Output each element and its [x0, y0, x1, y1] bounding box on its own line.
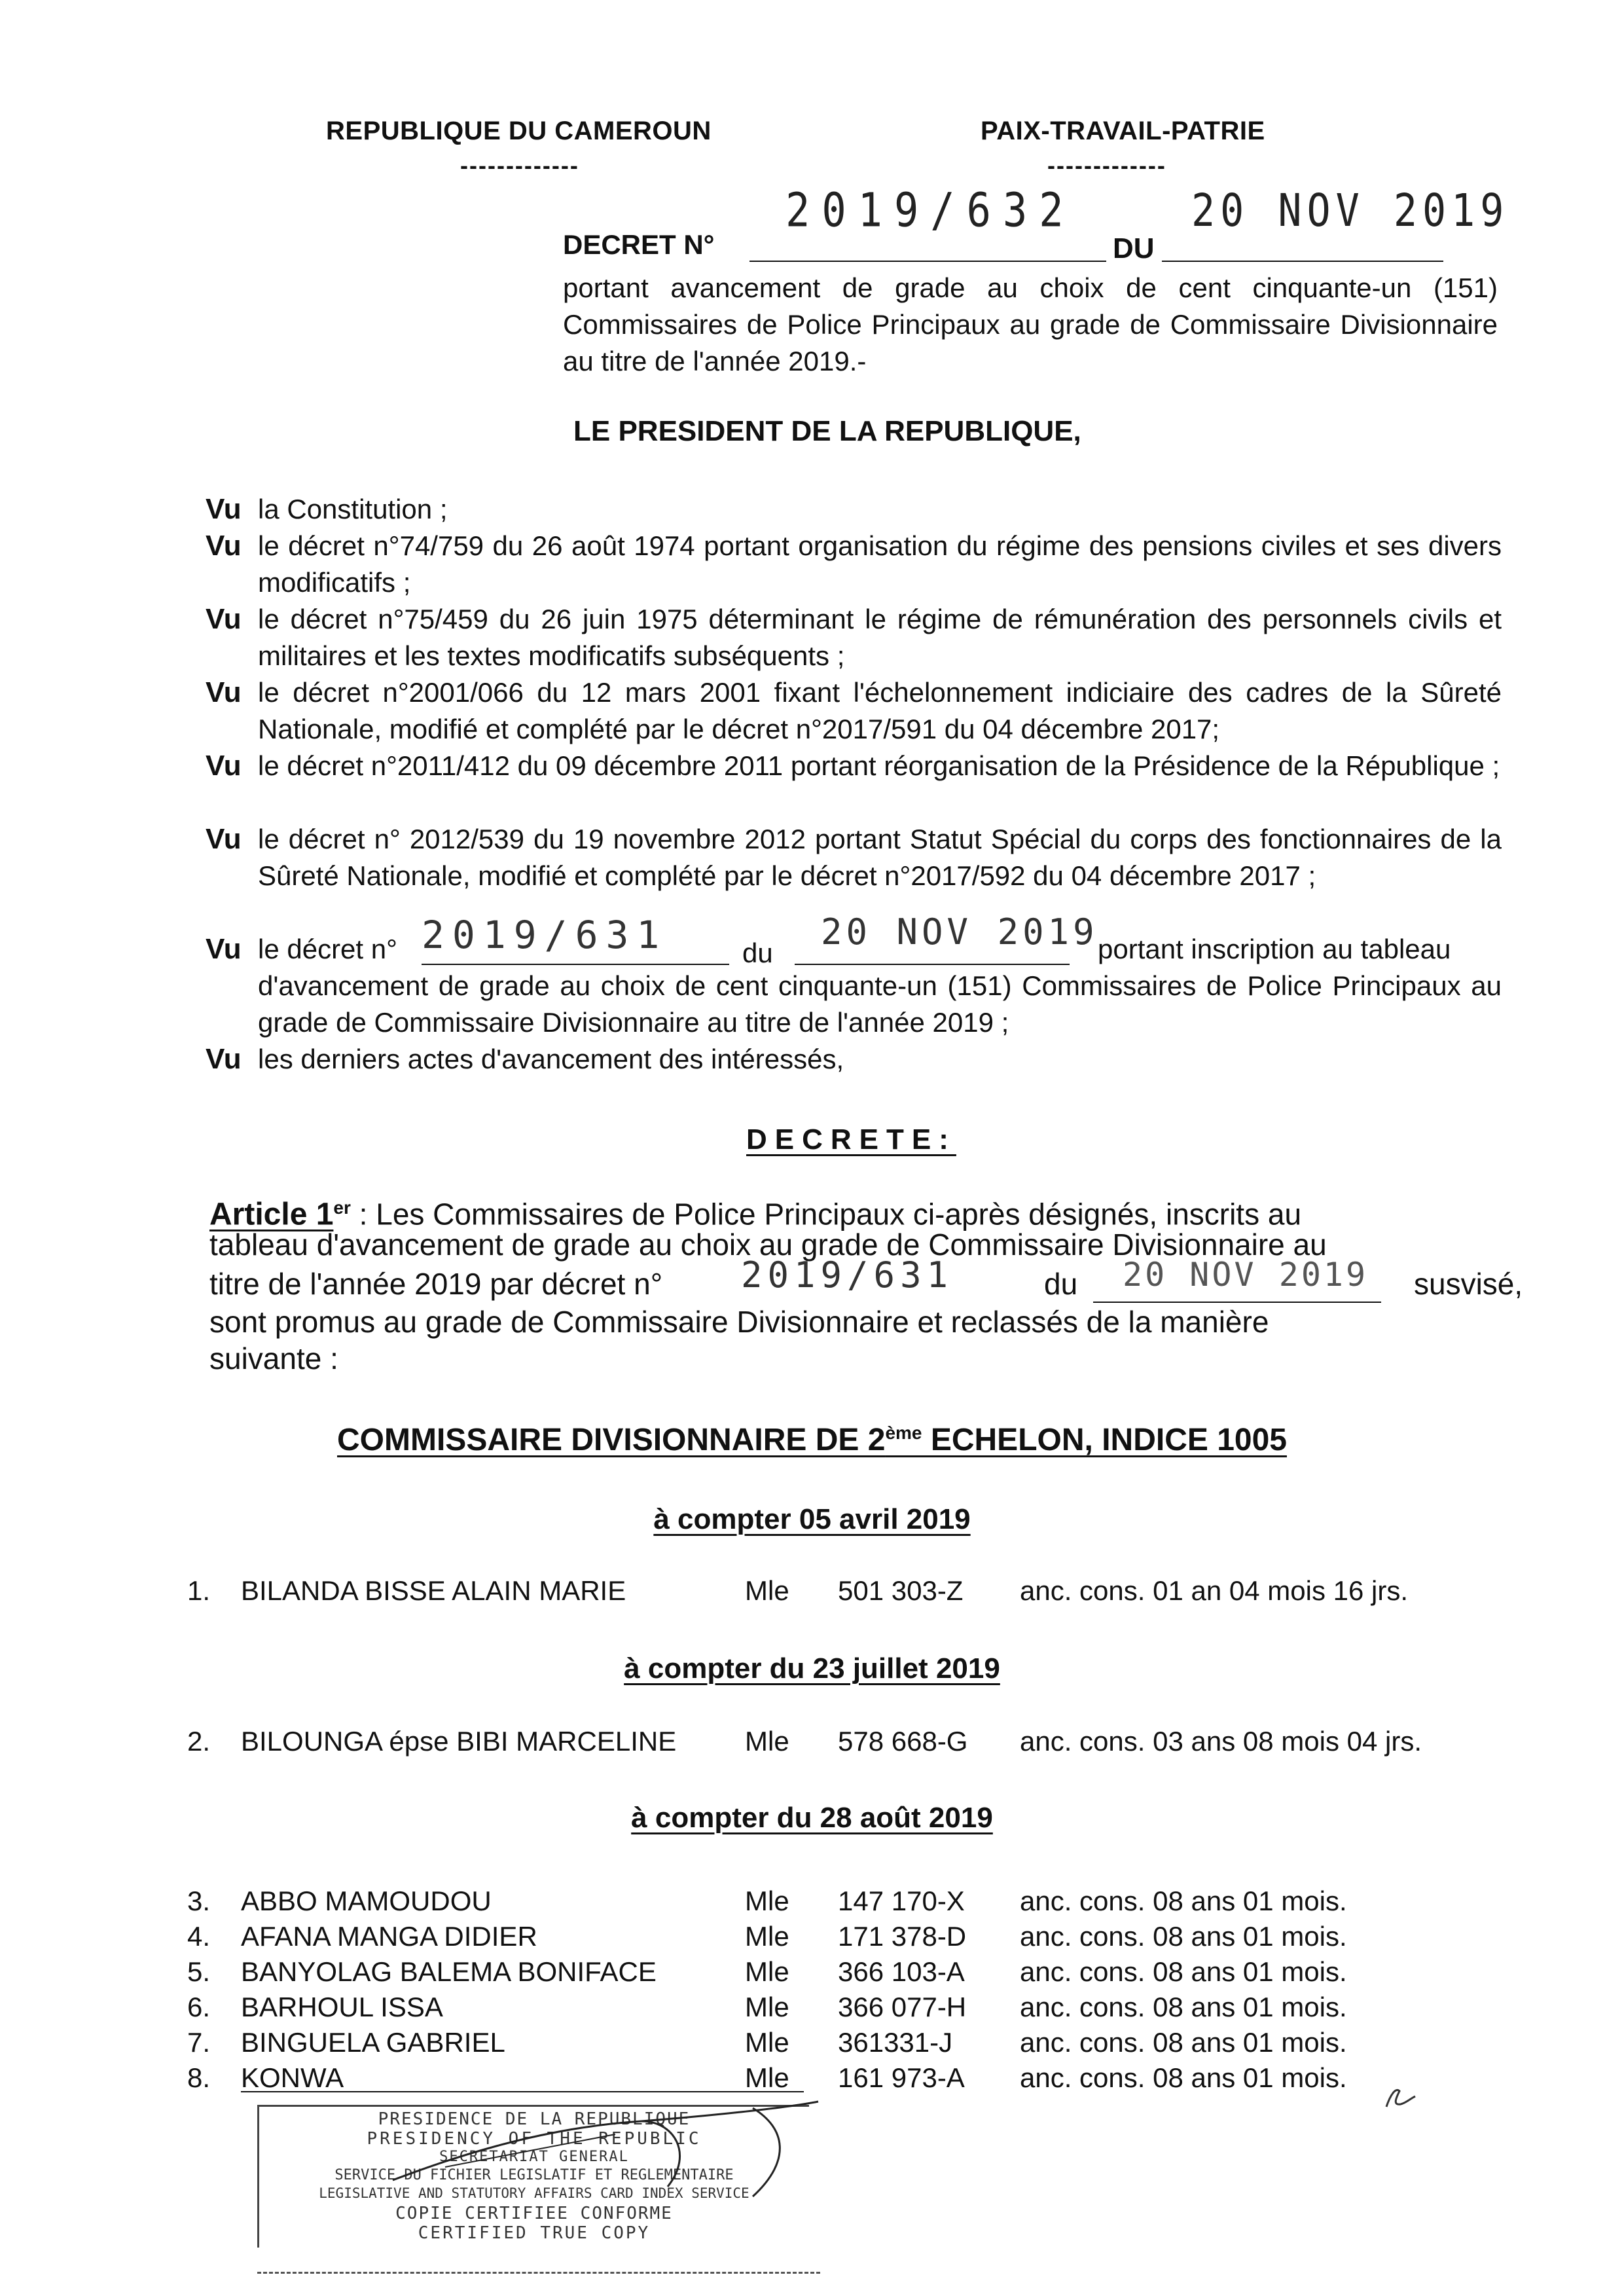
- article-1-label: Article 1: [209, 1197, 334, 1232]
- row-anciennete: anc. cons. 08 ans 01 mois.: [1020, 1956, 1347, 1987]
- row-name: BILOUNGA épse BIBI MARCELINE: [241, 1726, 677, 1757]
- row-mle: Mle: [745, 1992, 789, 2022]
- vu-clause-text: le décret n°74/759 du 26 août 1974 portant organisation du régime des pensions civiles et ses divers modificatifs ;: [258, 530, 1502, 598]
- vu-label: Vu: [206, 530, 242, 562]
- row-matricule: 366 077-H: [838, 1992, 967, 2022]
- vu7-rest: d'avancement de grade au choix de cent cinquante-un (151) Commissaires de Police Principaux au grade de Commissaire Divisionnaire au titre de l'année 2019 ;: [258, 970, 1502, 1038]
- row-mle: Mle: [745, 1886, 789, 1916]
- row-name: BANYOLAG BALEMA BONIFACE: [241, 1956, 657, 1987]
- table-row: [183, 1921, 1492, 1958]
- row-number: 6.: [187, 1992, 211, 2022]
- vu-clause-text: le décret n°75/459 du 26 juin 1975 déterminant le régime de rémunération des personnels civils et militaires et les textes modificatifs subséquents ;: [258, 604, 1502, 671]
- decree-number-rule: [749, 261, 1106, 262]
- header-right-dashes: -------------: [1047, 152, 1166, 179]
- row-anciennete: anc. cons. 08 ans 01 mois.: [1020, 1886, 1347, 1916]
- vu-clause-text: le décret n°2001/066 du 12 mars 2001 fixant l'échelonnement indiciaire des cadres de la Sûreté Nationale, modifié et complété par le décret n°2017/591 du 04 décembre 2017;: [258, 677, 1502, 744]
- row-number: 1.: [187, 1575, 211, 1606]
- article-1-sup: er: [333, 1197, 351, 1218]
- row-number: 5.: [187, 1956, 211, 1987]
- row-matricule: 147 170-X: [838, 1886, 965, 1916]
- row-anciennete: anc. cons. 08 ans 01 mois.: [1020, 2062, 1347, 2093]
- row-matricule: 361331-J: [838, 2027, 953, 2058]
- article-1-line2: tableau d'avancement de grade au choix au grade de Commissaire Divisionnaire au: [209, 1228, 1327, 1262]
- president-title: LE PRESIDENT DE LA REPUBLIQUE,: [573, 415, 1081, 447]
- stamp-line-4: SERVICE DU FICHIER LEGISLATIF ET REGLEMENTAIRE: [334, 2167, 734, 2183]
- row-name: ABBO MAMOUDOU: [241, 1886, 492, 1916]
- row-anciennete: anc. cons. 08 ans 01 mois.: [1020, 2027, 1347, 2058]
- header-motto: PAIX-TRAVAIL-PATRIE: [981, 117, 1265, 145]
- decree-number-handwritten: 2019/632: [785, 183, 1075, 238]
- row-name: KONWA: [241, 2062, 344, 2093]
- row-number: 3.: [187, 1886, 211, 1916]
- article-1-line1-text: : Les Commissaires de Police Principaux ci-après désignés, inscrits au: [359, 1197, 1302, 1231]
- article-1-line3-du: du: [1044, 1267, 1078, 1301]
- vu-label: Vu: [206, 823, 242, 855]
- section-title-post: ECHELON, INDICE 1005: [922, 1423, 1287, 1457]
- vu-label: Vu: [206, 1043, 242, 1075]
- group-heading-3: à compter du 28 août 2019: [631, 1802, 993, 1834]
- vu7-date-rule: [795, 964, 1070, 965]
- row-anciennete: anc. cons. 01 an 04 mois 16 jrs.: [1020, 1575, 1408, 1606]
- row-name: BARHOUL ISSA: [241, 1992, 443, 2022]
- stamp-bottom-edge: [257, 2272, 820, 2274]
- row-mle: Mle: [745, 1956, 789, 1987]
- table-row: [183, 1575, 1492, 1612]
- row-number: 8.: [187, 2062, 211, 2093]
- row-anciennete: anc. cons. 08 ans 01 mois.: [1020, 1992, 1347, 2022]
- header-left-dashes: -------------: [460, 152, 579, 179]
- table-row: [183, 1726, 1492, 1762]
- row-name: BINGUELA GABRIEL: [241, 2027, 505, 2058]
- row-number: 7.: [187, 2027, 211, 2058]
- stamp-line-7: CERTIFIED TRUE COPY: [418, 2223, 651, 2243]
- row-name: BILANDA BISSE ALAIN MARIE: [241, 1575, 626, 1606]
- vu7-number-rule: [422, 964, 729, 965]
- row-matricule: 501 303-Z: [838, 1575, 964, 1606]
- vu-clause-text: les derniers actes d'avancement des intéressés,: [258, 1044, 844, 1074]
- row-mle: Mle: [745, 1921, 789, 1952]
- article-1-line4: sont promus au grade de Commissaire Divisionnaire et reclassés de la manière: [209, 1305, 1269, 1339]
- vu-label: Vu: [206, 676, 242, 708]
- row-anciennete: anc. cons. 03 ans 08 mois 04 jrs.: [1020, 1726, 1422, 1757]
- stamp-line-2: PRESIDENCY OF THE REPUBLIC: [367, 2129, 702, 2149]
- vu7-stamped-number: 2019/631: [422, 913, 668, 957]
- decree-subject: portant avancement de grade au choix de cent cinquante-un (151) Commissaires de Police Principaux au grade de Commissaire Divisionnaire au titre de l'année 2019.-: [563, 272, 1498, 376]
- row-number: 2.: [187, 1726, 211, 1757]
- row-number: 4.: [187, 1921, 211, 1952]
- table-row: [183, 2027, 1492, 2064]
- article-1-stamped-number: 2019/631: [741, 1254, 954, 1296]
- row-matricule: 578 668-G: [838, 1726, 968, 1757]
- initials-mark-icon: [1381, 2082, 1420, 2115]
- decree-date-handwritten: 20 NOV 2019: [1191, 184, 1509, 237]
- table-row: [183, 1992, 1492, 2028]
- article-1-line3: [209, 1254, 1523, 1304]
- row-matricule: 161 973-A: [838, 2062, 965, 2093]
- stamp-line-1: PRESIDENCE DE LA REPUBLIQUE: [378, 2109, 691, 2129]
- vu7-du: du: [742, 938, 773, 968]
- section-title-pre: COMMISSAIRE DIVISIONNAIRE DE 2: [337, 1423, 886, 1457]
- article-1-line3-a: titre de l'année 2019 par décret n°: [209, 1267, 663, 1301]
- row-matricule: 171 378-D: [838, 1921, 967, 1952]
- vu-label: Vu: [206, 493, 242, 525]
- decree-du-label: DU: [1113, 232, 1155, 264]
- vu-label: Vu: [206, 750, 242, 782]
- table-row: [183, 1956, 1492, 1993]
- section-title-sup: ème: [885, 1423, 922, 1443]
- section-title: [0, 1422, 1624, 1458]
- stamp-line-3: SECRETARIAT GENERAL: [439, 2149, 629, 2165]
- signature-icon: [367, 2082, 825, 2200]
- row-mle: Mle: [745, 1575, 789, 1606]
- vu-clause-7: [206, 911, 1502, 968]
- article-1-stamped-date: 20 NOV 2019: [1123, 1256, 1369, 1294]
- stamp-line-5: LEGISLATIVE AND STATUTORY AFFAIRS CARD INDEX SERVICE: [319, 2185, 749, 2201]
- row-matricule: 366 103-A: [838, 1956, 965, 1987]
- group-heading-1: à compter 05 avril 2019: [653, 1503, 971, 1535]
- row-name: AFANA MANGA DIDIER: [241, 1921, 537, 1952]
- group-heading-2: à compter du 23 juillet 2019: [624, 1652, 1000, 1685]
- decree-date-rule: [1162, 261, 1443, 262]
- decrete-heading: DECRETE:: [746, 1123, 956, 1156]
- row-mle: Mle: [745, 2027, 789, 2058]
- article-1-line5: suivante :: [209, 1341, 338, 1376]
- row-mle: Mle: [745, 2062, 789, 2093]
- row-anciennete: anc. cons. 08 ans 01 mois.: [1020, 1921, 1347, 1952]
- vu-clause-text: le décret n° 2012/539 du 19 novembre 2012 portant Statut Spécial du corps des fonctionnaires de la Sûreté Nationale, modifié et complété par le décret n°2017/592 du 04 décembre 2017 ;: [258, 824, 1502, 891]
- vu7-rest-line1: portant inscription au tableau: [1098, 934, 1451, 964]
- vu-clause-text: la Constitution ;: [258, 494, 448, 524]
- vu-label: Vu: [206, 603, 242, 635]
- table-row: [183, 1886, 1492, 1922]
- article-1-date-rule: [1093, 1302, 1381, 1303]
- article-1-line3-b: susvisé,: [1414, 1267, 1523, 1301]
- vu-label: Vu: [206, 933, 242, 965]
- decree-label: DECRET N°: [563, 229, 715, 260]
- row-mle: Mle: [745, 1726, 789, 1757]
- vu-clause-text: le décret n°2011/412 du 09 décembre 2011 portant réorganisation de la Présidence de la République ;: [258, 750, 1500, 781]
- vu7-stamped-date: 20 NOV 2019: [821, 911, 1098, 953]
- vu7-prefix: le décret n°: [258, 934, 397, 964]
- stamp-line-6: COPIE CERTIFIEE CONFORME: [395, 2204, 673, 2223]
- header-republic: REPUBLIQUE DU CAMEROUN: [326, 117, 712, 145]
